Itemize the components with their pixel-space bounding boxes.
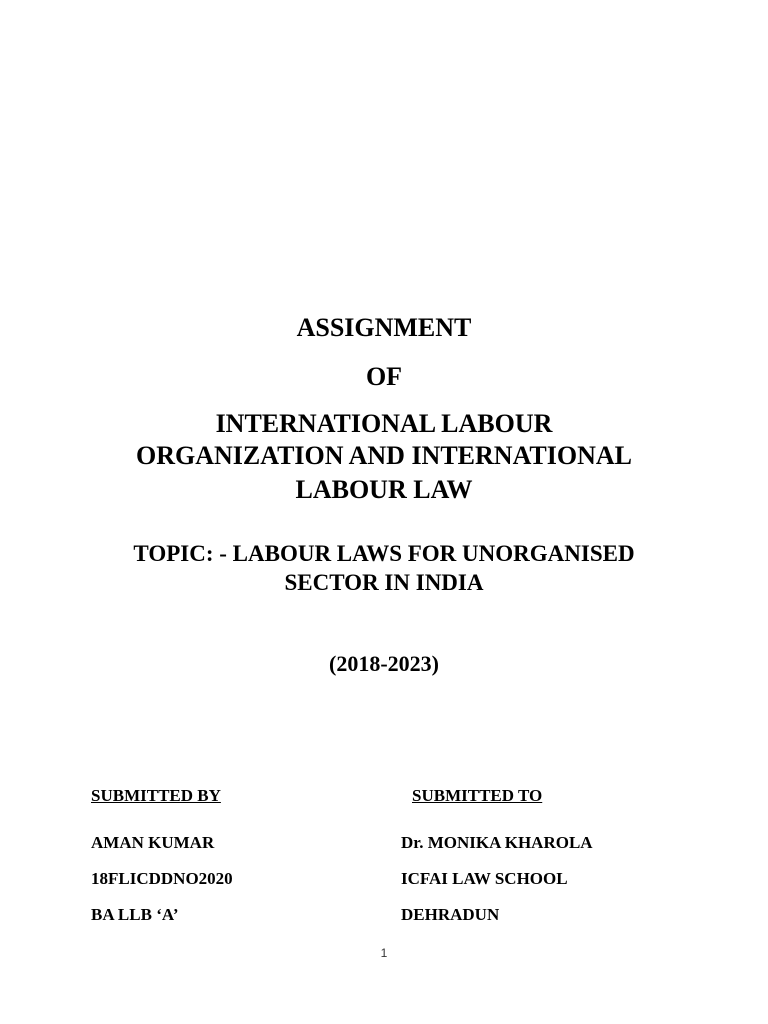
course-title-line-2: ORGANIZATION AND INTERNATIONAL xyxy=(136,441,632,470)
topic-line-1: TOPIC: - LABOUR LAWS FOR UNORGANISED xyxy=(133,541,635,566)
topic-line-2: SECTOR IN INDIA xyxy=(284,570,484,595)
session-years: (2018-2023) xyxy=(329,651,439,676)
course-title-line-1: INTERNATIONAL LABOUR xyxy=(215,409,553,438)
student-name: AMAN KUMAR xyxy=(91,833,215,852)
student-id: 18FLICDDNO2020 xyxy=(91,869,233,888)
title-assignment: ASSIGNMENT xyxy=(296,313,472,342)
course-title-line-3: LABOUR LAW xyxy=(295,475,473,504)
submitted-by-label: SUBMITTED BY xyxy=(91,786,221,805)
submitted-to-label: SUBMITTED TO xyxy=(412,786,543,805)
institution-name: ICFAI LAW SCHOOL xyxy=(401,869,568,888)
student-class: BA LLB ‘A’ xyxy=(91,905,179,924)
faculty-name: Dr. MONIKA KHAROLA xyxy=(401,833,593,852)
title-of: OF xyxy=(365,362,403,391)
city-name: DEHRADUN xyxy=(401,905,500,924)
page-number: 1 xyxy=(380,946,388,960)
